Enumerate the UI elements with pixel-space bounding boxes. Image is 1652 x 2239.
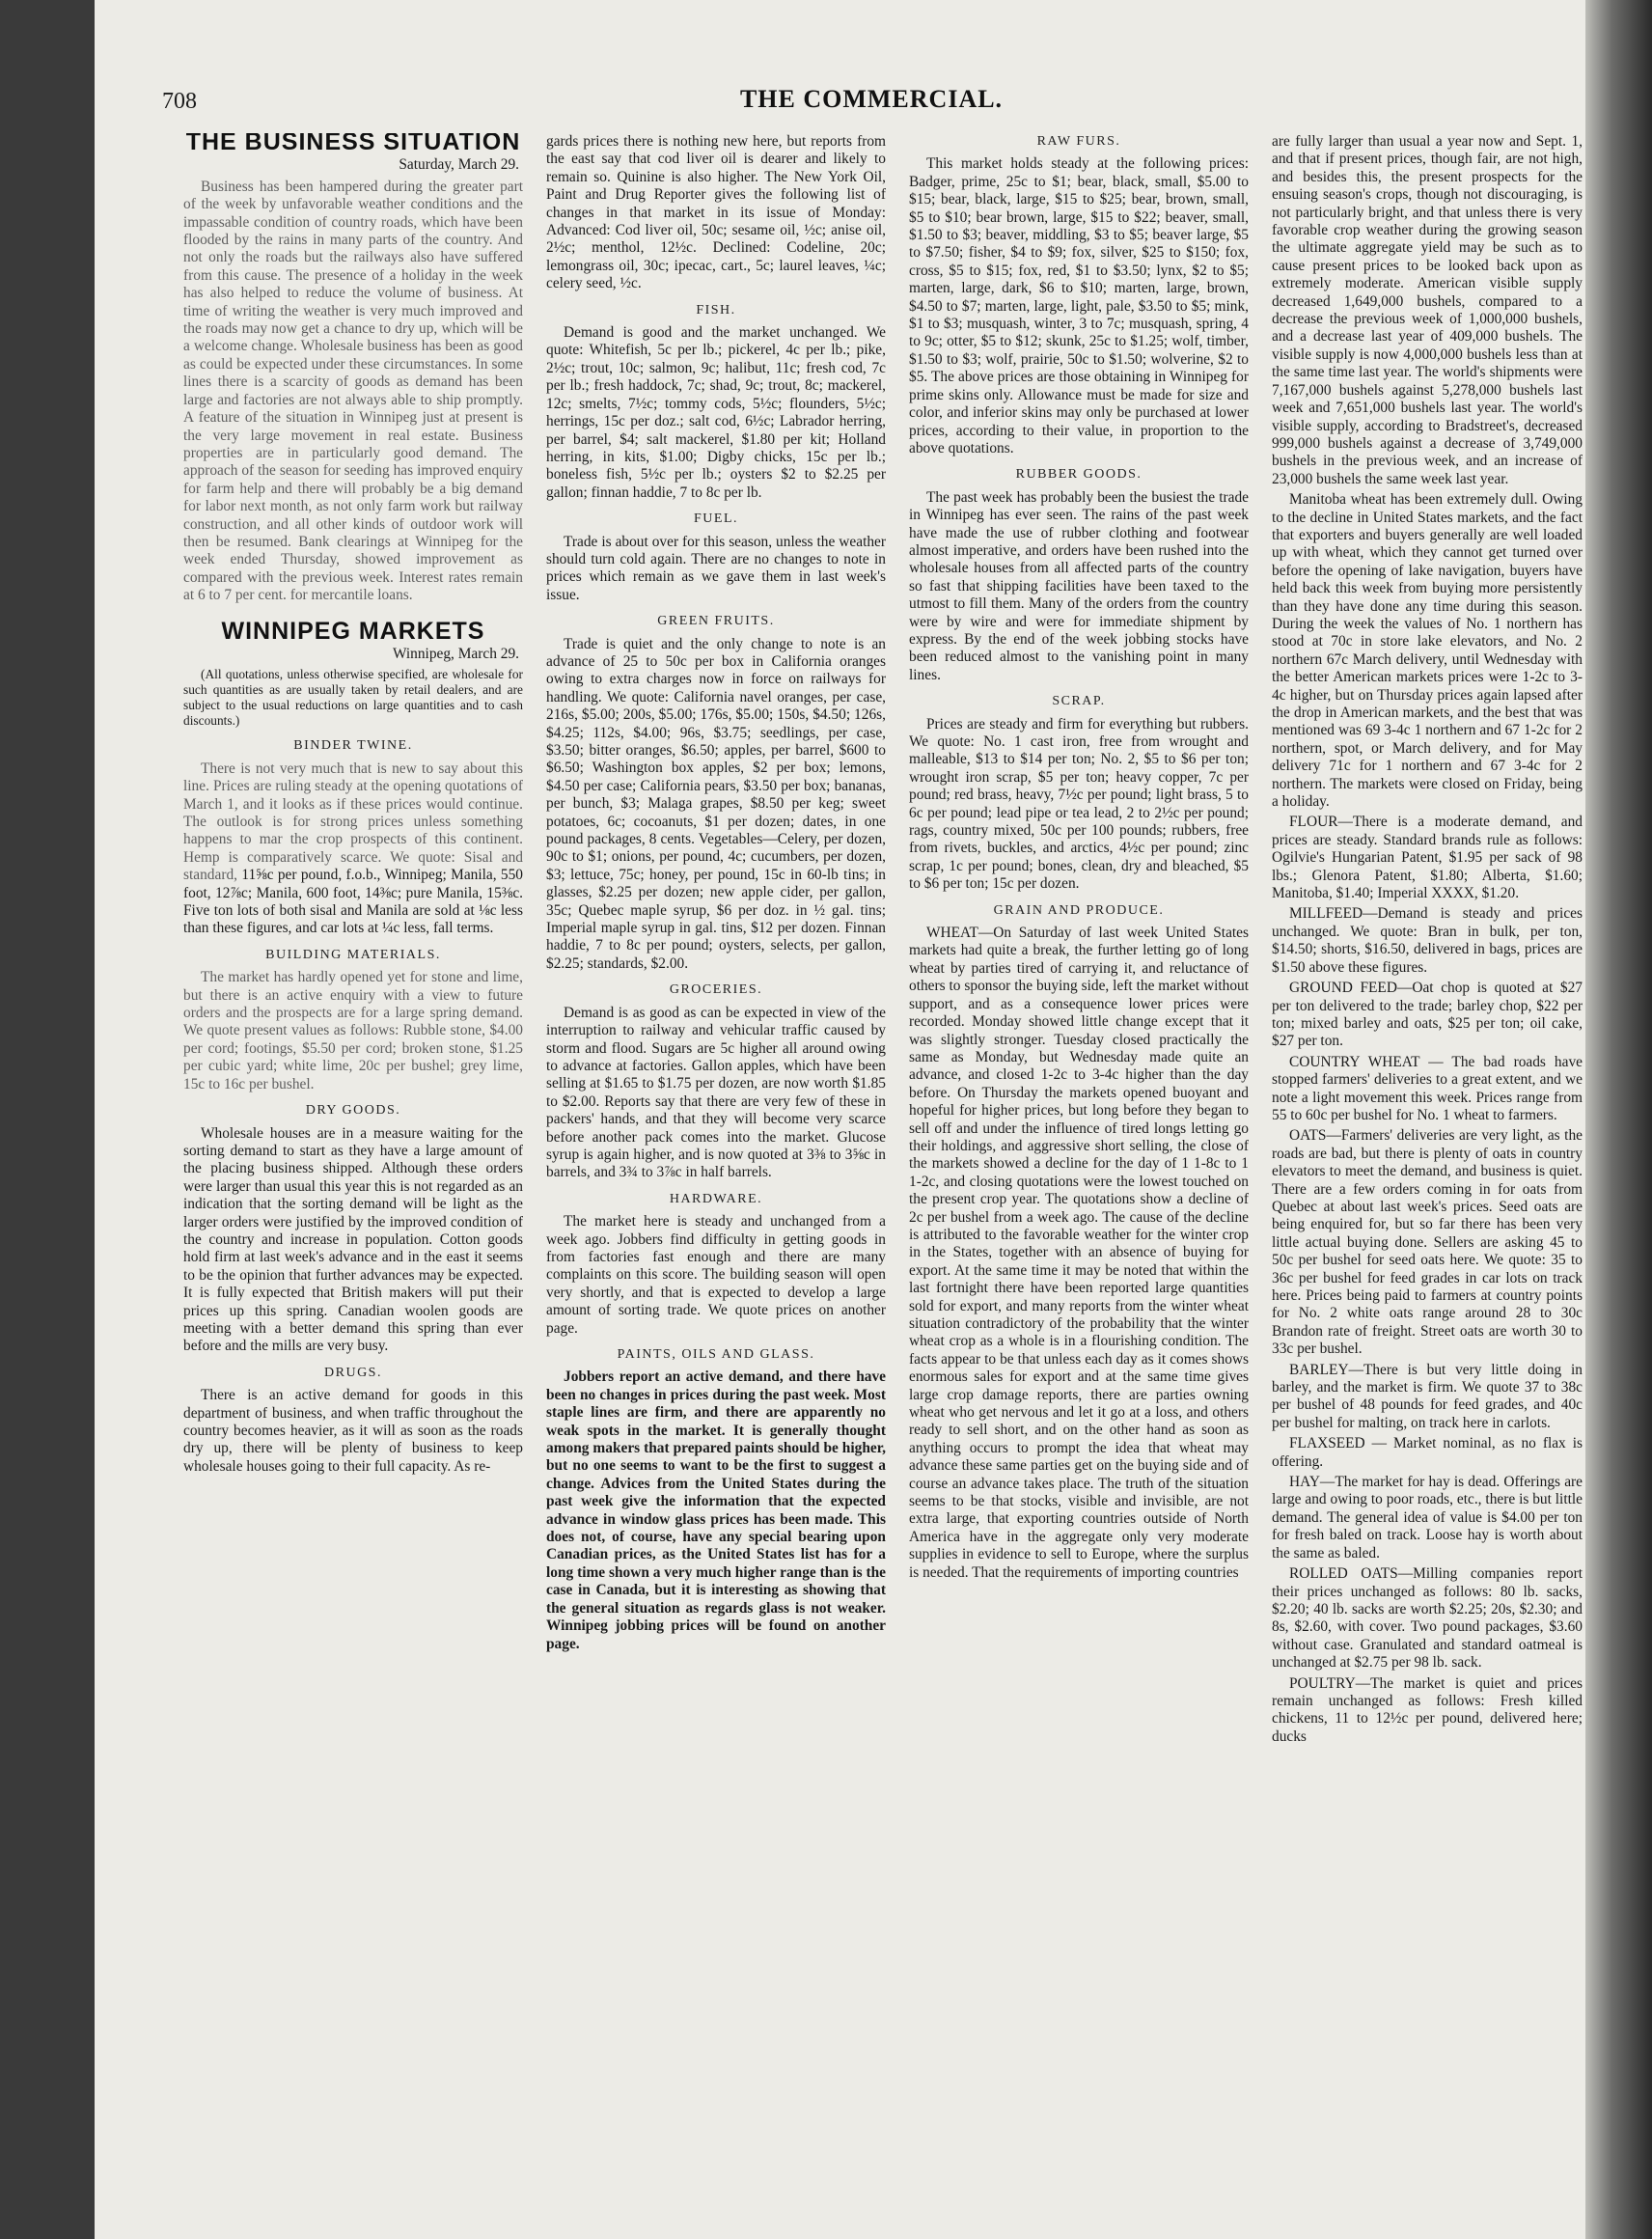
page-header bbox=[162, 85, 1581, 124]
wheat-continuation: are fully larger than usual a year now and Sept. 1, and that if present prices, though fair, are not high, and besides this, the present prospects for the ensuing season's crops, though not discouraging, is not particularly bright, and that unless there is very favorable crop weather during the growing season the ultimate aggregate yield may be such as to cause present prices to be looked back upon as extremely moderate. American visible supply decreased 1,649,000 bushels, compared to a decrease the previous week of 1,000,000 bushels, and a decrease last year of 409,000 bushels. The visible supply is now 4,000,000 bushels less than at the same time last year. The world's shipments were 7,167,000 bushels against 5,278,000 bushels last week and 7,651,000 bushels last year. The world's visible supply, according to Bradstreet's, decreased 999,000 bushels against a decrease of 3,749,000 bushels in the previous week, and an increase of 23,000 bushels the same week last year. bbox=[1272, 133, 1583, 487]
barley-paragraph: BARLEY—There is but very little doing in barley, and the market is firm. We quote 37 to 38c per bushel of 48 pounds for feed grades, and 40c per bushel for malting, on track here in carlots. bbox=[1272, 1361, 1583, 1431]
rubber-goods-paragraph: The past week has probably been the busiest the trade in Winnipeg has ever seen. The rains of the past week have made the use of rubber clothing and footwear almost imperative, and orders have been rushed into the wholesale houses from all affected parts of the country so fast that shipping facilities have been taxed to the utmost to fill them. Many of the orders from the country were by wire and were for immediate shipment by express. By the end of the week jobbing stocks have been reduced almost to the vanishing point in many lines. bbox=[909, 488, 1249, 683]
ground-feed-paragraph: GROUND FEED—Oat chop is quoted at $27 per ton delivered to the trade; barley chop, $22 per ton; mixed barley and oats, $25 per ton; oil cake, $27 per ton. bbox=[1272, 980, 1583, 1050]
business-situation-heading: THE BUSINESS SITUATION bbox=[185, 133, 521, 155]
scrap-heading: SCRAP. bbox=[1052, 694, 1106, 709]
building-materials-heading: BUILDING MATERIALS. bbox=[265, 947, 441, 962]
column-2 bbox=[546, 133, 886, 2208]
green-fruits-heading: GREEN FRUITS. bbox=[657, 614, 775, 629]
binder-twine-heading: BINDER TWINE. bbox=[293, 738, 413, 754]
fish-paragraph: Demand is good and the market unchanged. We quote: Whitefish, 5c per lb.; pickerel, 4c per lb.; pike, 2½c; trout, 10c; salmon, 9c; halibut, 11c; fresh cod, 7c per lb.; fresh haddock, 7c; shad, 9c; trout, 8c; mackerel, 12c; smelts, 7½c; tommy cods, 5½c; flounders, 5½c; herrings, 15c per doz.; salt cod, 6½c; Labrador herring, per barrel, $4; salt mackerel, $1.80 per kit; Holland herring, in kits, $1.00; Digby chicks, 15c per lb.; boneless fish, 5½c per lb.; oysters $2 to $2.25 per gallon; finnan haddie, 7 to 8c per lb. bbox=[546, 324, 886, 501]
poultry-paragraph: POULTRY—The market is quiet and prices remain unchanged as follows: Fresh killed chickens, 11 to 12½c per pound, delivered here; ducks bbox=[1272, 1674, 1583, 1745]
grain-produce-heading: GRAIN AND PRODUCE. bbox=[993, 902, 1165, 918]
hardware-heading: HARDWARE. bbox=[669, 1191, 763, 1206]
fish-heading: FISH. bbox=[696, 302, 736, 318]
raw-furs-heading: RAW FURS. bbox=[1036, 134, 1121, 149]
rubber-goods-heading: RUBBER GOODS. bbox=[1015, 467, 1143, 483]
wheat-paragraph: WHEAT—On Saturday of last week United States markets had quite a break, the further letting go of long wheat by parties tired of carrying it, and reluctance of others to sponsor the buying side, left the market without support, and as a consequence lower prices were recorded. Monday showed little change except that it was slightly stronger. Tuesday closed practically the same as Monday, but Wednesday made quite an advance, and closed 1-2c to 3-4c higher than the day before. On Thursday the markets opened buoyant and hopeful for higher prices, but long before they began to sell off and under the influence of tired longs letting go their holdings, and aggressive short selling, the close of the markets showed a decline for the day of 1 1-8c to 1 1-2c, and closing quotations were the lowest touched on the present crop year. The quotations show a decline of 2c per bushel from a week ago. The cause of the decline is attributed to the favorable weather for the winter crop in the States, together with an absence of buying for export. At the same time it may be noted that within the last fortnight there have been reported large quantities sold for export, and many reports from the winter wheat situation contradictory of the probability that the winter wheat crop as a whole is in a flourishing condition. The facts appear to be that unless each day as it comes shows enormous sales for export and at the same time gives large crop damage reports, there are parties owning wheat who get nervous and let it go at a loss, and others ready to sell short, and on the other hand as soon as anything occurs to prompt the idea that wheat may advance these same parties get on the buying side and of course an advance takes place. The truth of the situation seems to be that stocks, visible and invisible, are not extra large, that exporting countries outside of North America have in the aggregate only very moderate supplies in evidence to sell to Europe, where the surplus is needed. That the requirements of importing countries bbox=[909, 925, 1249, 1581]
dry-goods-paragraph: Wholesale houses are in a measure waiting for the sorting demand to start as they have a large amount of the placing business shipped. Although these orders were larger than usual this year this is not regarded as an indication that the sorting demand will be light as the larger orders were justified by the improved condition of the country and increase in population. Cotton goods hold firm at last week's advance and in the east it seems to be the opinion that further advances may be expected. It is fully expected that British makers will put their prices up this spring. Canadian woolen goods are meeting with a better demand this spring than ever before and the mills are very busy. bbox=[183, 1124, 523, 1355]
hay-paragraph: HAY—The market for hay is dead. Offerings are large and owing to poor roads, etc., there is but little demand. The general idea of value is $4.00 per ton for fresh baled on track. Loose hay is worth about the same as baled. bbox=[1272, 1474, 1583, 1562]
page-number: 708 bbox=[162, 89, 197, 114]
dry-goods-heading: DRY GOODS. bbox=[305, 1103, 401, 1119]
groceries-paragraph: Demand is as good as can be expected in view of the interruption to railway and vehicular traffic caused by storm and flood. Sugars are 5c higher all around owing to advance at factories. Gallon apples, which have been selling at $1.65 to $1.75 per dozen, are now worth $1.85 to $2.00. Reports say that there are very few of these in packers' hands, and that they will become very scarce before another pack comes into the market. Glucose syrup is again higher, and is now quoted at 3⅜ to 3⅝c in barrels, and 3¾ to 3⅞c in half barrels. bbox=[546, 1004, 886, 1181]
journal-title: THE COMMERCIAL. bbox=[739, 85, 1004, 113]
paints-oils-glass-paragraph: Jobbers report an active demand, and there have been no changes in prices during the past week. Most staple lines are firm, and there are apparently no weak spots in the market. It is generally thought among makers that prepared paints should be higher, but no one seems to want to be the first to suggest a change. Advices from the United States during the past week give the information that the expected advance in window glass prices has been made. This does not, of course, have any special bearing upon Canadian prices, as the United States list has for a long time shown a very much higher range than is the case in Canada, but it is interesting as showing that the general situation as regards glass is not weaker. Winnipeg jobbing prices will be found on another page. bbox=[546, 1368, 886, 1652]
flour-paragraph: FLOUR—There is a moderate demand, and prices are steady. Standard brands rule as follows: Ogilvie's Hungarian Patent, $1.95 per sack of 98 lbs.; Glenora Patent, $1.80; Alberta, $1.60; Manitoba, $1.40; Imperial XXXX, $1.20. bbox=[1272, 814, 1583, 902]
country-wheat-paragraph: COUNTRY WHEAT — The bad roads have stopped farmers' deliveries to a great extent, and we note a light movement this week. Prices range from 55 to 60c per bushel for No. 1 wheat to farmers. bbox=[1272, 1053, 1583, 1123]
markets-dateline: Winnipeg, March 29. bbox=[392, 645, 519, 662]
business-paragraph: Business has been hampered during the greater part of the week by unfavorable weather conditions and the impassable condition of country roads, which have been flooded by the rains in many parts of the country. And not only the roads but the railways also have suffered from this cause. The presence of a holiday in the week has also helped to reduce the volume of business. At time of writing the weather is very much improved and the roads may now get a chance to dry up, which will be a welcome change. Wholesale business has been as good as could be expected under these circumstances. In some lines there is a scarcity of goods as demand has been large and factories are not always able to ship promptly. A feature of the situation in Winnipeg just at present is the very large movement in real estate. Business properties are in particularly good demand. The approach of the season for seeding has improved enquiry for farm help and there will probably be a big demand for labor next month, as not only farm work but railway construction, and all other kinds of outdoor work will then be resumed. Bank clearings at Winnipeg for the week ended Thursday, showed improvement as compared with the previous week. Interest rates remain at 6 to 7 per cent. for mercantile loans. bbox=[183, 178, 523, 604]
winnipeg-markets-heading: WINNIPEG MARKETS bbox=[221, 617, 485, 645]
fuel-heading: FUEL. bbox=[694, 511, 738, 527]
business-dateline: Saturday, March 29. bbox=[399, 156, 519, 174]
rolled-oats-paragraph: ROLLED OATS—Milling companies report their prices unchanged as follows: 80 lb. sacks, $2.20; 40 lb. sacks are worth $2.25; 20s, $2.30; and 8s, $2.60, with cover. Two pound packages, $3.60 without case. Granulated and standard oatmeal is unchanged at $2.75 per 98 lb. sack. bbox=[1272, 1565, 1583, 1672]
millfeed-paragraph: MILLFEED—Demand is steady and prices unchanged. We quote: Bran in bulk, per ton, $14.50; shorts, $16.50, delivered in bags, prices are $1.50 above these figures. bbox=[1272, 905, 1583, 976]
green-fruits-paragraph: Trade is quiet and the only change to note is an advance of 25 to 50c per box in California oranges owing to extra charges now in force on railways for handling. We quote: California navel oranges, per case, 216s, $5.00; 200s, $5.00; 176s, $5.00; 150s, $4.50; 126s, $4.25; 112s, $4.00; 96s, $3.75; seedlings, per case, $3.50; bitter oranges, $6.50; apples, per barrel, $600 to $6.50; Washington box apples, $2 per box; lemons, $4.50 per case; California pears, $3.50 per box; bananas, per bunch, $3; Malaga grapes, $8.50 per keg; sweet potatoes, 6c; cocoanuts, $1 per dozen; dates, in one pound packages, 8 cents. Vegetables—Celery, per dozen, 90c to $1; onions, per pound, 4c; cucumbers, per dozen, $3; lettuce, 75c; honey, per pound, 15c in 60-lb tins; in glasses, $2.25 per dozen; new apple cider, per gallon, 35c; Quebec maple syrup, $6 per doz. in ½ gal. tins; Imperial maple syrup in gal. tins, $12 per dozen. Finnan haddie, 7 to 8c per pound; oysters, selects, per gallon, $2.25; standards, $2.00. bbox=[546, 635, 886, 972]
binder-twine-text: There is not very much that is new to say about this line. Prices are ruling steady at the opening quotations of March 1, and it looks as if these prices would continue. The outlook is for strong prices unless something happens to mar the crop prospects of this continent. Hemp is comparatively scarce. We quote: Sisal and standard, bbox=[183, 760, 523, 884]
fuel-paragraph: Trade is about over for this season, unless the weather should turn cold again. There are no changes to note in prices which remain as we gave them in last week's issue. bbox=[546, 533, 886, 603]
paints-oils-glass-heading: PAINTS, OILS AND GLASS. bbox=[617, 1347, 815, 1362]
newspaper-page bbox=[95, 0, 1585, 2239]
column-3 bbox=[909, 133, 1249, 2208]
column-4 bbox=[1272, 133, 1583, 2208]
raw-furs-paragraph: This market holds steady at the following prices: Badger, prime, 25c to $1; bear, black, small, $5.00 to $15; bear, black, large, $15 to $25; bear, brown, small, $5 to $10; bear brown, large, $15 to $22; beaver, small, $1.50 to $3; beaver, middling, $3 to $5; beaver large, $5 to $7.50; fisher, $4 to $9; fox, silver, $25 to $150; fox, cross, $5 to $15; fox, red, $1 to $3.50; lynx, $2 to $5; marten, large, dark, $6 to $10; marten, large, brown, $4.50 to $7; marten, large, light, pale, $3.50 to $5; mink, $1 to $3; musquash, winter, 3 to 7c; musquash, spring, 4 to 9c; otter, $5 to $12; skunk, 25c to $1.25; wolf, timber, $1.50 to $3; wolf, prairie, 50c to $1.50; wolverine, $2 to $5. The above prices are those obtaining in Winnipeg for prime skins only. Allowance must be made for size and color, and inferior skins may only be purchased at lower prices, according to their value, in proportion to the above quotations. bbox=[909, 155, 1249, 456]
oats-paragraph: OATS—Farmers' deliveries are very light, as the roads are bad, but there is plenty of oats in country elevators to meet the demand, and business is quiet. There are a few orders coming in for oats from Quebec at about last week's prices. Seed oats are being enquired for, but so far there has been very little actual buying done. Sellers are asking 45 to 50c per bushel for seed oats here. We quote: 35 to 36c per bushel for feed grades in car lots on track here. Prices being paid to farmers at country points for No. 2 white oats range around 28 to 30c Brandon rate of freight. Street oats are worth 30 to 33c per bushel. bbox=[1272, 1127, 1583, 1358]
binder-twine-paragraph bbox=[183, 760, 523, 938]
column-1 bbox=[183, 133, 523, 2208]
scrap-paragraph: Prices are steady and firm for everything but rubbers. We quote: No. 1 cast iron, free from wrought and malleable, $13 to $14 per ton; No. 2, $5 to $6 per ton; wrought iron scrap, $5 per ton; heavy copper, 7c per pound; red brass, heavy, 7½c per pound; light brass, 5 to 6c per pound; lead pipe or tea lead, 2 to 2½c per pound; rags, country mixed, 50c per 100 pounds; rubbers, free from rivets, buckles, and arctics, 4½c per pound; zinc scrap, 1c per pound; bones, clean, dry and bleached, $5 to $6 per ton; 15c per dozen. bbox=[909, 715, 1249, 893]
groceries-heading: GROCERIES. bbox=[669, 982, 763, 998]
building-materials-paragraph: The market has hardly opened yet for stone and lime, but there is an active enquiry with a view to future orders and the prospects are for a large spring demand. We quote present values as follows: Rubble stone, $4.00 per cord; footings, $5.50 per cord; broken stone, $1.25 per cubic yard; white lime, 20c per bushel; grey lime, 15c to 16c per bushel. bbox=[183, 969, 523, 1092]
page-binding-edge bbox=[1585, 0, 1652, 2239]
drugs-paragraph: There is an active demand for goods in this department of business, and when traffic throughout the country becomes heavier, as it will as soon as the roads dry up, there will be plenty of business to keep wholesale houses going to their full capacity. As re- bbox=[183, 1387, 523, 1475]
binder-twine-prices: 11⅝c per pound, f.o.b., Winnipeg; Manila, 550 foot, 12⅞c; Manila, 600 foot, 14⅜c; pure Manila, 15⅜c. Five ton lots of both sisal and Manila are sold at ⅛c less than these figures, and car lots at ¼c less, fall terms. bbox=[183, 867, 523, 937]
hardware-paragraph: The market here is steady and unchanged from a week ago. Jobbers find difficulty in getting goods in from factories fast enough and there are many complaints on this score. The building season will open very shortly, and that is expected to develop a large amount of sorting trade. We quote prices on another page. bbox=[546, 1213, 886, 1337]
flaxseed-paragraph: FLAXSEED — Market nominal, as no flax is offering. bbox=[1272, 1435, 1583, 1470]
manitoba-wheat-paragraph: Manitoba wheat has been extremely dull. Owing to the decline in United States markets, and the fact that exporters and buyers generally are well loaded up with wheat, which they cannot get turned over before the opening of lake navigation, buyers have held back this week from buying more persistently than they have done any time during this season. During the week the values of No. 1 northern has stood at 70c in store lake elevators, and No. 2 northern 67c March delivery, until Wednesday with the better American markets prices were 1-2c to 3-4c higher, but on Thursday prices again lapsed after the drop in American markets, and the best that was mentioned was 69 3-4c 1 northern and 67 1-2c for 2 northern, spot, or March delivery, and for May delivery 71c for 1 northern and 67 3-4c for 2 northern. The markets were closed on Friday, being a holiday. bbox=[1272, 491, 1583, 811]
drugs-continuation: gards prices there is nothing new here, but reports from the east say that cod liver oil is dearer and likely to remain so. Quinine is also higher. The New York Oil, Paint and Drug Reporter gives the following list of changes in that market in its issue of Monday: Advanced: Cod liver oil, 50c; sesame oil, ½c; anise oil, 2½c; menthol, 12½c. Declined: Codeline, 20c; lemongrass oil, 30c; ipecac, cart., 5c; laurel leaves, ¼c; celery seed, ½c. bbox=[546, 133, 886, 292]
quotations-note: (All quotations, unless otherwise specified, are wholesale for such quantities as are usually taken by retail dealers, and are subject to the usual reductions on large quantities and to cash discounts.) bbox=[183, 667, 523, 729]
drugs-heading: DRUGS. bbox=[324, 1365, 382, 1380]
